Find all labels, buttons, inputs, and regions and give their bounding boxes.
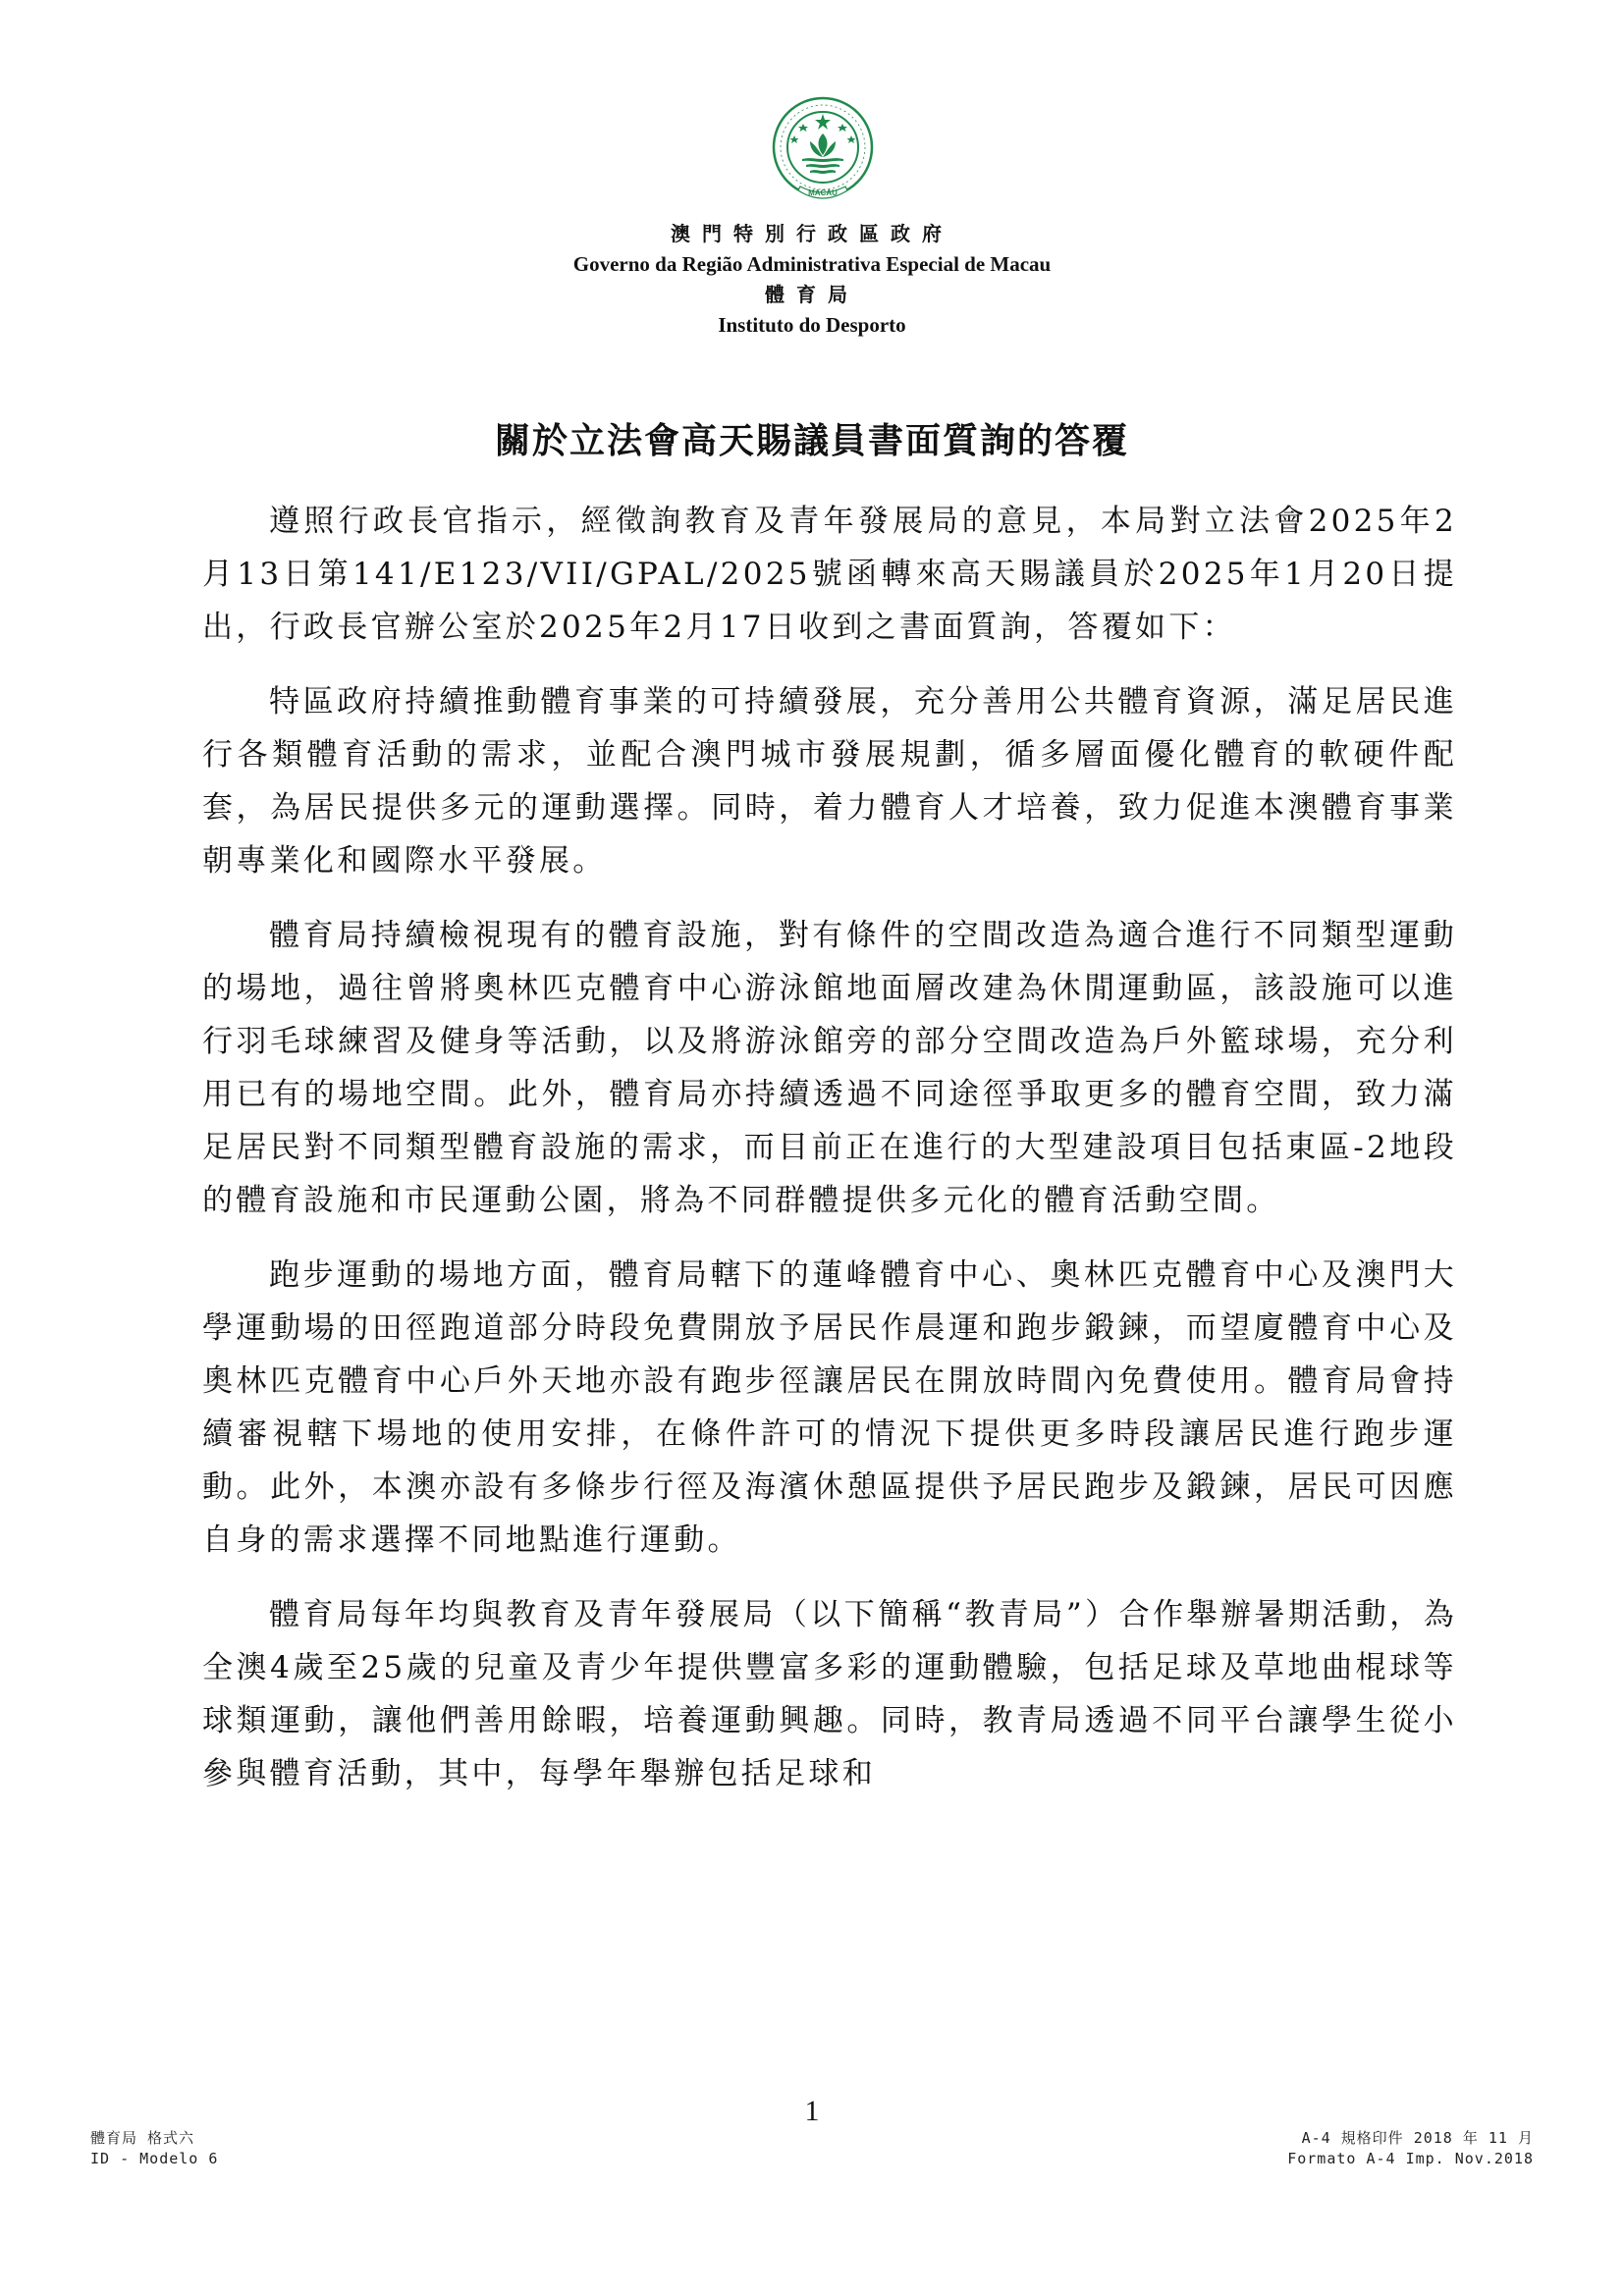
macau-sar-emblem-icon — [771, 96, 875, 206]
footer-right — [1287, 2128, 1534, 2169]
government-name-zh: 澳門特別行政區政府 — [671, 222, 953, 245]
paragraph: 遵照行政長官指示，經徵詢教育及青年發展局的意見，本局對立法會2025年2月13日第141/E123/VII/GPAL/2025號函轉來高天賜議員於2025年1月20日提出，行政長官辦公室於2025年2月17日收到之書面質詢，答覆如下： — [202, 504, 1457, 645]
paragraph: 體育局持續檢視現有的體育設施，對有條件的空間改造為適合進行不同類型運動的場地，過往曾將奧林匹克體育中心游泳館地面層改建為休閒運動區，該設施可以進行羽毛球練習及健身等活動，以及將游泳館旁的部分空間改造為戶外籃球場，充分利用已有的場地空間。此外，體育局亦持續透過不同途徑爭取更多的體育空間，致力滿足居民對不同類型體育設施的需求，而目前正在進行的大型建設項目包括東區-2地段的體育設施和市民運動公園，將為不同群體提供多元化的體育活動空間。 — [202, 918, 1457, 1218]
emblem-banner-text: MACAU — [808, 188, 838, 197]
document-body — [202, 495, 1457, 1822]
footer-print-format-zh: A-4 規格印件 2018 年 11 月 — [1301, 2129, 1534, 2147]
government-name-pt: Governo da Região Administrativa Especial de Macau — [572, 252, 1052, 276]
department-name-pt: Instituto do Desporto — [718, 313, 906, 337]
paragraph: 體育局每年均與教育及青年發展局（以下簡稱“教青局”）合作舉辦暑期活動，為全澳4歲至25歲的兒童及青少年提供豐富多彩的運動體驗，包括足球及草地曲棍球等球類運動，讓他們善用餘暇，培養運動興趣。同時，教青局透過不同平台讓學生從小參與體育活動，其中，每學年舉辦包括足球和 — [202, 1597, 1457, 1791]
department-name-zh: 體育局 — [765, 283, 859, 306]
footer-left — [90, 2128, 218, 2169]
footer-form-code-pt: ID - Modelo 6 — [90, 2150, 219, 2167]
paragraph: 跑步運動的場地方面，體育局轄下的蓮峰體育中心、奧林匹克體育中心及澳門大學運動場的田徑跑道部分時段免費開放予居民作晨運和跑步鍛鍊，而望廈體育中心及奧林匹克體育中心戶外天地亦設有跑步徑讓居民在開放時間內免費使用。體育局會持續審視轄下場地的使用安排，在條件許可的情況下提供更多時段讓居民進行跑步運動。此外，本澳亦設有多條步行徑及海濱休憩區提供予居民跑步及鍛鍊，居民可因應自身的需求選擇不同地點進行運動。 — [202, 1257, 1457, 1558]
footer-form-code-zh: 體育局 格式六 — [90, 2129, 195, 2147]
page-number: 1 — [804, 2095, 820, 2127]
masthead — [0, 218, 1624, 340]
footer-print-format-pt: Formato A-4 Imp. Nov.2018 — [1287, 2150, 1534, 2167]
paragraph: 特區政府持續推動體育事業的可持續發展，充分善用公共體育資源，滿足居民進行各類體育活動的需求，並配合澳門城市發展規劃，循多層面優化體育的軟硬件配套，為居民提供多元的運動選擇。同時，着力體育人才培養，致力促進本澳體育事業朝專業化和國際水平發展。 — [202, 684, 1457, 879]
document-title: 關於立法會高天賜議員書面質詢的答覆 — [494, 420, 1129, 461]
